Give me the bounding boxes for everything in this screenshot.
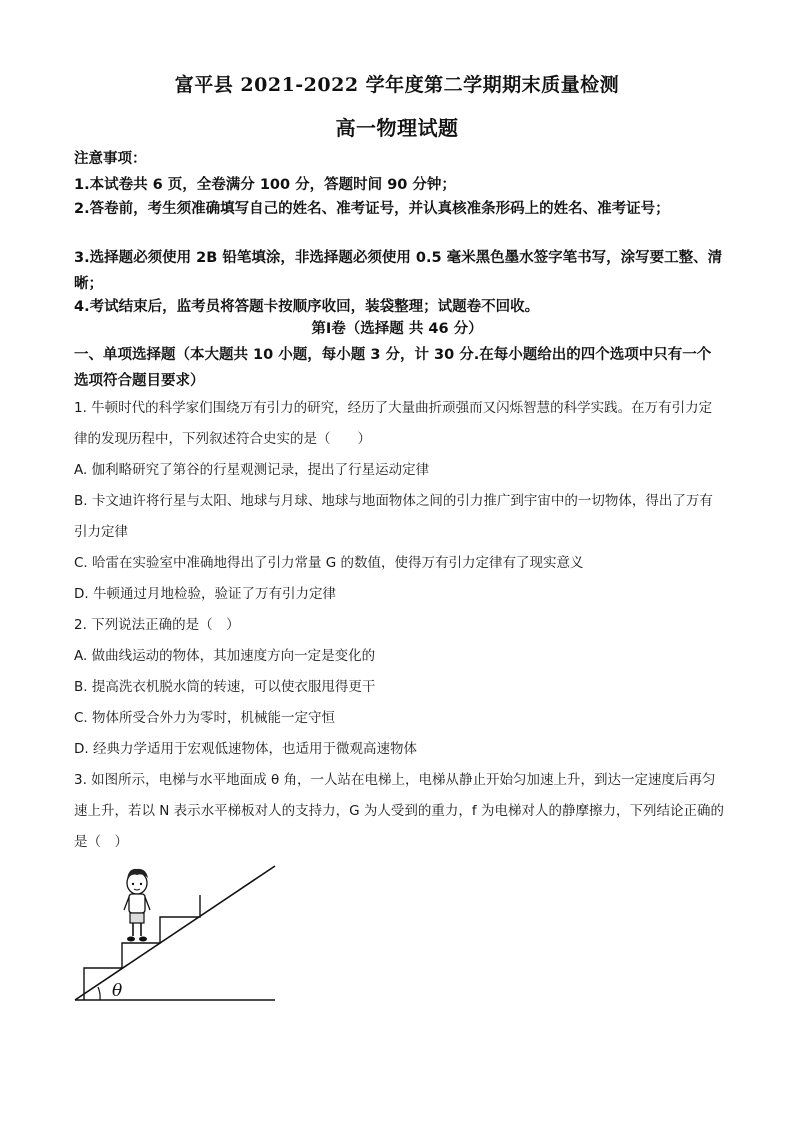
notice-item: 3.选择题必须使用 2B 铅笔填涂，非选择题必须使用 0.5 毫米黑色墨水签字笔书写，涂写要工整、清晰； — [74, 250, 723, 292]
notice-item: 4.考试结束后，监考员将答题卡按顺序收回，装袋整理；试题卷不回收。 — [74, 299, 540, 315]
question-option: C. 物体所受合外力为零时，机械能一定守恒 — [74, 710, 336, 726]
question-stem: 2. 下列说法正确的是（ ） — [74, 617, 240, 633]
exam-subtitle: 高一物理试题 — [335, 116, 459, 140]
question-option: D. 牛顿通过月地检验，验证了万有引力定律 — [74, 586, 336, 602]
question-option: D. 经典力学适用于宏观低速物体，也适用于微观高速物体 — [74, 741, 417, 757]
question-stem: 1. 牛顿时代的科学家们围绕万有引力的研究，经历了大量曲折顽强而又闪烁智慧的科学实践。在万有引力定律的发现历程中，下列叙述符合史实的是（ ） — [74, 400, 713, 447]
angle-arc — [98, 987, 100, 1000]
notice-heading: 注意事项： — [74, 151, 147, 167]
question-option: B. 卡文迪许将行星与太阳、地球与月球、地球与地面物体之间的引力推广到宇宙中的一切物体，得出了万有引力定律 — [74, 493, 713, 540]
escalator-diagram — [70, 860, 285, 1005]
question-option: B. 提高洗衣机脱水筒的转速，可以使衣服甩得更干 — [74, 679, 376, 695]
notice-item: 2.答卷前，考生须准确填写自己的姓名、准考证号，并认真核准条形码上的姓名、准考证号； — [74, 201, 670, 217]
part-title: 第Ⅰ卷（选择题 共 46 分） — [311, 321, 483, 337]
person-icon — [124, 869, 150, 942]
question-stem: 3. 如图所示，电梯与水平地面成 θ 角，一人站在电梯上，电梯从静止开始匀加速上升，到达一定速度后再匀速上升，若以 N 表示水平梯板对人的支持力，G 为人受到的重力，f 为电梯对人的静摩擦力，下列结论正确的是（ ） — [74, 772, 724, 850]
escalator-incline — [75, 866, 275, 1000]
question-option: A. 做曲线运动的物体，其加速度方向一定是变化的 — [74, 648, 376, 664]
escalator-figure — [70, 860, 285, 1005]
section-title: 一、单项选择题（本大题共 10 小题，每小题 3 分，计 30 分.在每小题给出的四个选项中只有一个选项符合题目要求） — [74, 347, 712, 389]
angle-label: θ — [112, 981, 123, 1001]
question-option: C. 哈雷在实验室中准确地得出了引力常量 G 的数值，使得万有引力定律有了现实意义 — [74, 555, 584, 571]
question-option: A. 伽利略研究了第谷的行星观测记录，提出了行星运动定律 — [74, 462, 430, 478]
notice-item: 1.本试卷共 6 页，全卷满分 100 分，答题时间 90 分钟； — [74, 177, 456, 193]
exam-title: 富平县 2021-2022 学年度第二学期期末质量检测 — [174, 74, 620, 96]
